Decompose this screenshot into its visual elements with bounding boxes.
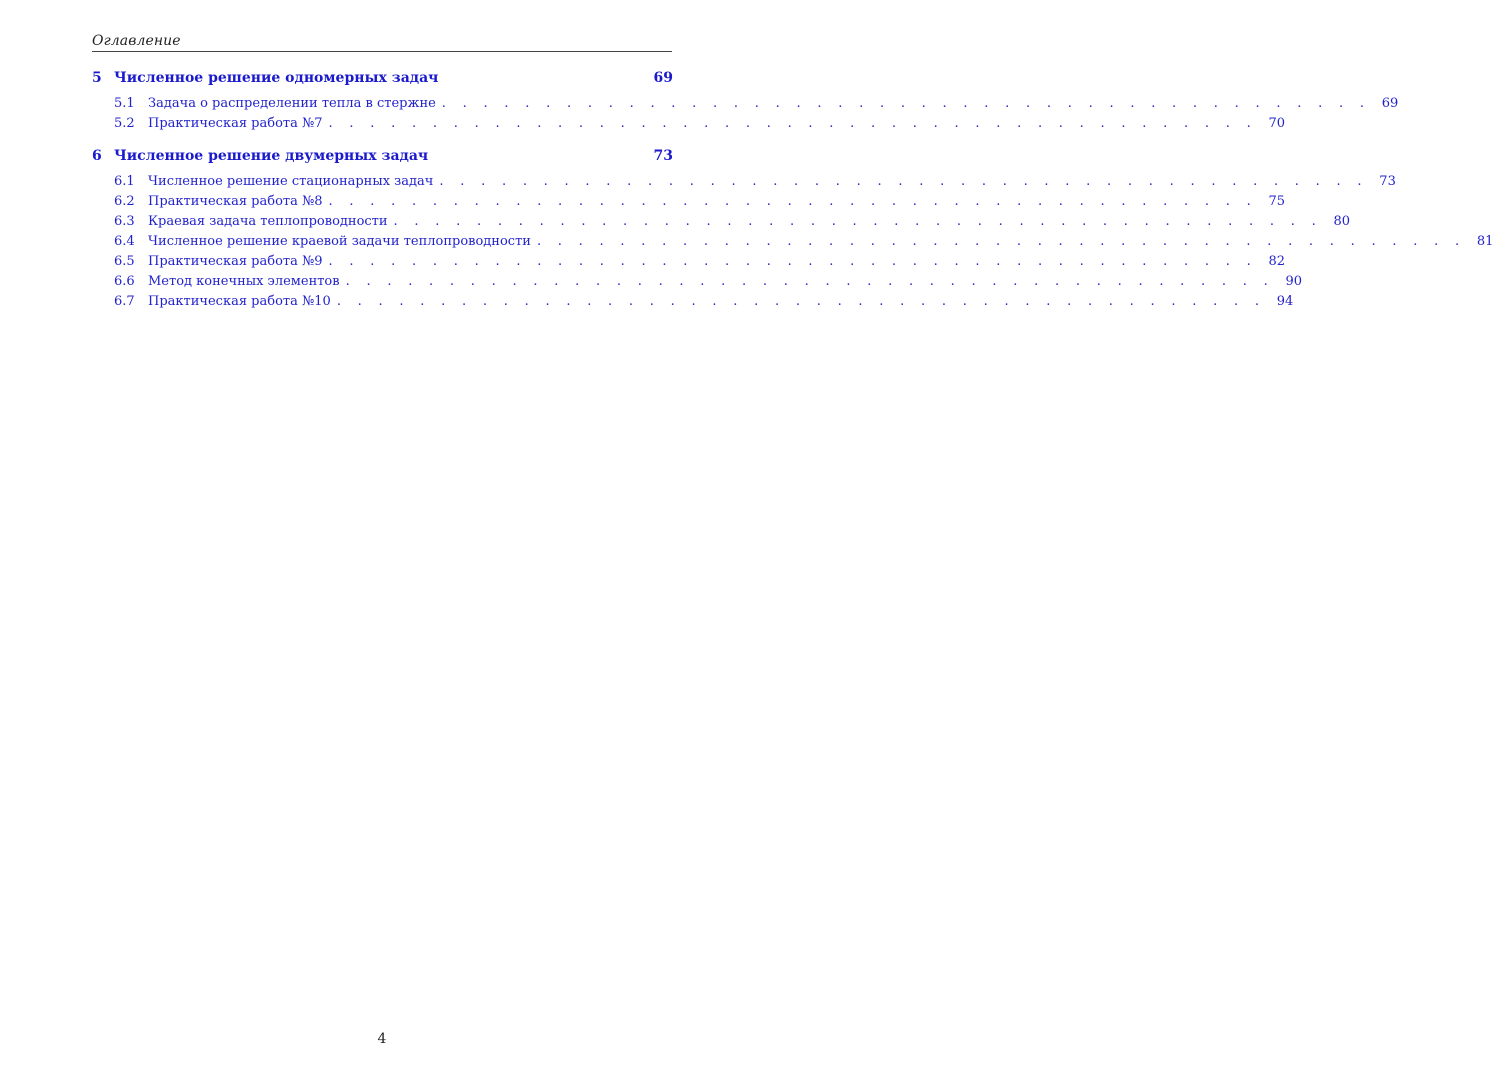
section-number: 6.7 (114, 294, 135, 309)
dot-leader: . . . . . . . . . . . . . . . . . . . . . . . . . . . . . . . . . . . . . . . . . . . . . (345, 274, 1275, 289)
toc-section-row[interactable] (92, 194, 1286, 214)
section-page-link[interactable]: 81 (1476, 234, 1493, 249)
toc-section-row[interactable] (92, 254, 1286, 274)
section-title-link[interactable]: Практическая работа №8 (148, 194, 323, 209)
dot-leader: . . . . . . . . . . . . . . . . . . . . . . . . . . . . . . . . . . . . . . . . . . . . . (393, 214, 1323, 229)
section-number: 6.4 (114, 234, 135, 249)
section-title-link[interactable]: Практическая работа №9 (148, 254, 323, 269)
chapter-page-link[interactable]: 73 (653, 148, 673, 164)
section-number: 5.1 (114, 96, 135, 111)
toc-section-row[interactable] (92, 214, 1351, 234)
section-number: 6.5 (114, 254, 135, 269)
section-page-link[interactable]: 94 (1276, 294, 1294, 309)
table-of-contents (92, 70, 1493, 326)
chapter-number: 6 (92, 148, 102, 164)
section-page-link[interactable]: 80 (1333, 214, 1351, 229)
chapter-page-link[interactable]: 69 (653, 70, 673, 86)
dot-leader: . . . . . . . . . . . . . . . . . . . . . . . . . . . . . . . . . . . . . . . . . . . . . (441, 96, 1371, 111)
dot-leader: . . . . . . . . . . . . . . . . . . . . . . . . . . . . . . . . . . . . . . . . . . . . . (328, 254, 1258, 269)
section-page-link[interactable]: 69 (1381, 96, 1399, 111)
toc-section-row[interactable] (92, 294, 1294, 314)
section-number: 6.3 (114, 214, 135, 229)
toc-chapter-6 (92, 148, 1493, 314)
section-title-link[interactable]: Численное решение стационарных задач (148, 174, 434, 189)
toc-section-row[interactable] (92, 274, 1303, 294)
section-title-link[interactable]: Практическая работа №7 (148, 116, 323, 131)
dot-leader: . . . . . . . . . . . . . . . . . . . . . . . . . . . . . . . . . . . . . . . . . . . . . (336, 294, 1266, 309)
chapter-title-link[interactable]: Численное решение двумерных задач (114, 148, 429, 164)
section-title-link[interactable]: Задача о распределении тепла в стержне (148, 96, 436, 111)
chapter-row[interactable] (92, 148, 673, 174)
chapter-title-link[interactable]: Численное решение одномерных задач (114, 70, 439, 86)
section-page-link[interactable]: 75 (1268, 194, 1286, 209)
section-title-link[interactable]: Численное решение краевой задачи теплопроводности (148, 234, 531, 249)
chapter-number: 5 (92, 70, 102, 86)
section-number: 6.6 (114, 274, 135, 289)
toc-section-row[interactable] (92, 96, 1399, 116)
page-number: 4 (377, 1031, 387, 1047)
section-number: 6.2 (114, 194, 135, 209)
running-header (92, 30, 672, 52)
toc-chapter-5 (92, 70, 1399, 136)
toc-section-row[interactable] (92, 174, 1396, 194)
dot-leader: . . . . . . . . . . . . . . . . . . . . . . . . . . . . . . . . . . . . . . . . . . . . . (439, 174, 1368, 189)
toc-section-row[interactable] (92, 234, 1493, 254)
section-number: 5.2 (114, 116, 135, 131)
dot-leader: . . . . . . . . . . . . . . . . . . . . . . . . . . . . . . . . . . . . . . . . . . . . . (536, 234, 1466, 249)
dot-leader: . . . . . . . . . . . . . . . . . . . . . . . . . . . . . . . . . . . . . . . . . . . . . (328, 116, 1258, 131)
section-title-link[interactable]: Краевая задача теплопроводности (148, 214, 388, 229)
section-page-link[interactable]: 90 (1285, 274, 1303, 289)
section-title-link[interactable]: Метод конечных элементов (148, 274, 340, 289)
running-header-title: Оглавление (92, 33, 181, 49)
section-title-link[interactable]: Практическая работа №10 (148, 294, 331, 309)
dot-leader: . . . . . . . . . . . . . . . . . . . . . . . . . . . . . . . . . . . . . . . . . . . . . (328, 194, 1258, 209)
section-page-link[interactable]: 73 (1379, 174, 1396, 189)
toc-section-row[interactable] (92, 116, 1286, 136)
section-page-link[interactable]: 70 (1268, 116, 1286, 131)
chapter-row[interactable] (92, 70, 673, 96)
section-number: 6.1 (114, 174, 135, 189)
section-page-link[interactable]: 82 (1268, 254, 1286, 269)
